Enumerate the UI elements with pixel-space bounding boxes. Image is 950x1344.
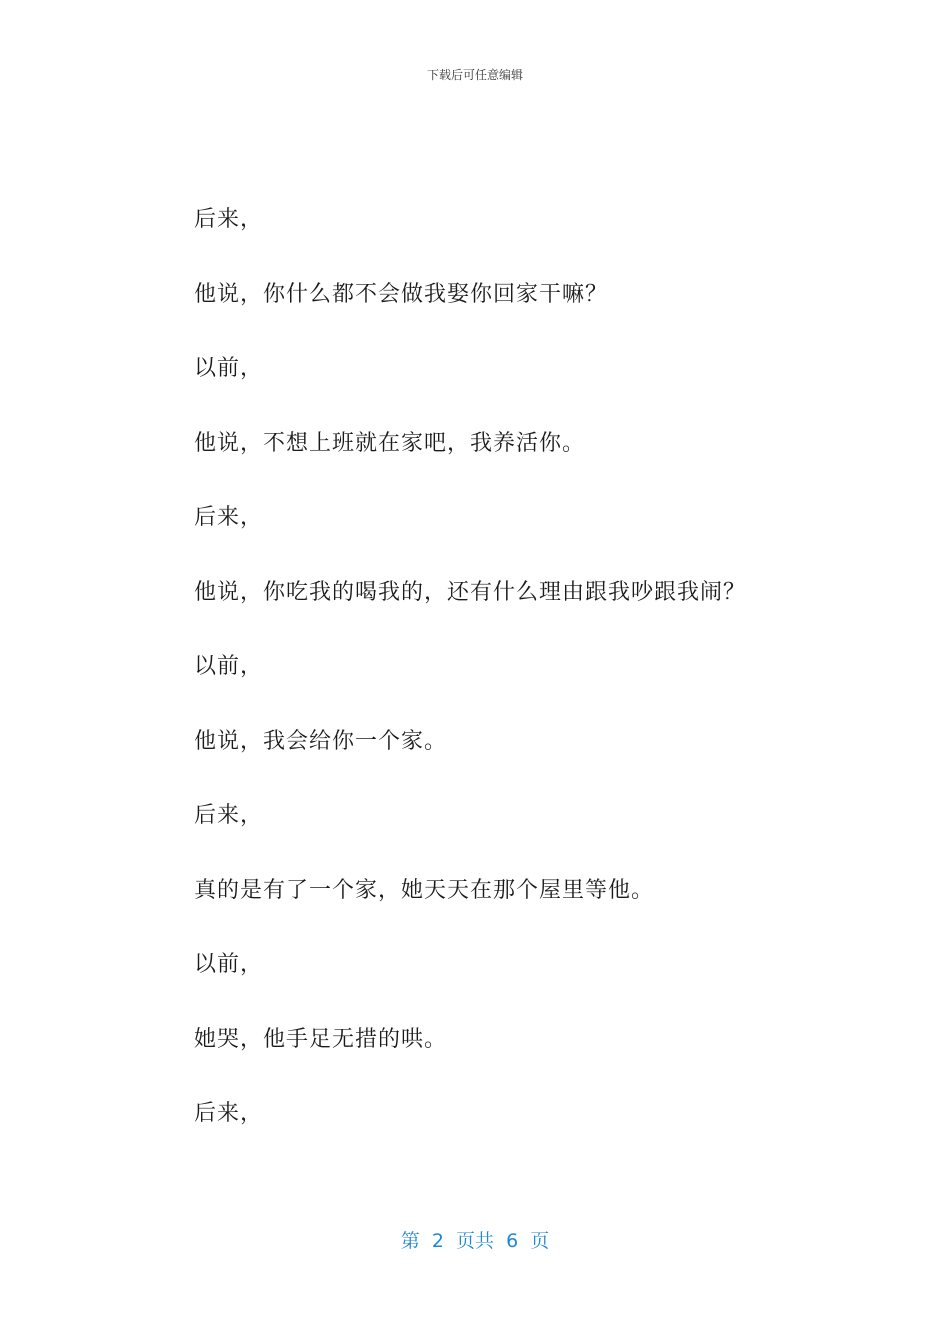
paragraph: 她哭，他手足无措的哄。 (194, 1026, 448, 1052)
paragraph: 他说，你什么都不会做我娶你回家干嘛？ (194, 281, 609, 307)
document-body (194, 203, 814, 1172)
paragraph: 真的是有了一个家，她天天在那个屋里等他。 (194, 877, 655, 903)
paragraph: 他说，你吃我的喝我的，还有什么理由跟我吵跟我闹？ (194, 579, 747, 605)
paragraph: 他说，我会给你一个家。 (194, 728, 448, 754)
paragraph: 后来， (194, 1101, 264, 1126)
paragraph: 以前， (194, 654, 264, 679)
paragraph: 后来， (194, 505, 264, 530)
paragraph: 以前， (194, 952, 264, 977)
paragraph: 以前， (194, 356, 264, 381)
paragraph: 他说，不想上班就在家吧，我养活你。 (194, 430, 586, 456)
paragraph: 后来， (194, 207, 264, 232)
page-number-footer: 第 2 页共 6 页 (400, 1230, 550, 1252)
page-header: 下载后可任意编辑 (426, 68, 523, 82)
paragraph: 后来， (194, 803, 264, 828)
